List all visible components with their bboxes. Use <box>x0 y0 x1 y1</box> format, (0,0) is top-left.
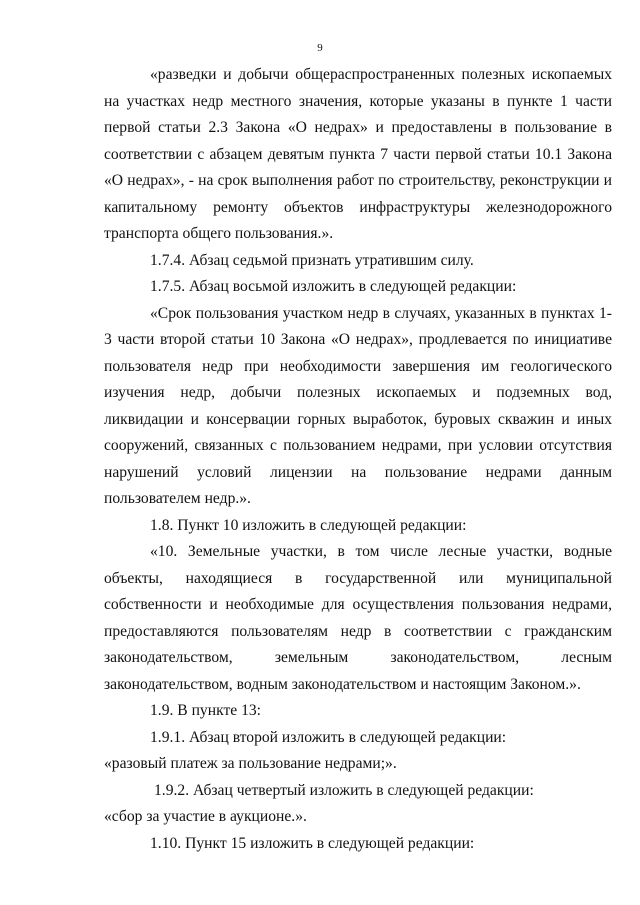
document-body <box>104 62 612 857</box>
paragraph-1-7-4: 1.7.4. Абзац седьмой признать утратившим силу. <box>150 251 474 269</box>
paragraph-1-7-5: 1.7.5. Абзац восьмой изложить в следующей редакции: <box>150 278 517 295</box>
paragraph-quote-payment: «разовый платеж за пользование недрами;». <box>104 755 397 772</box>
paragraph-1-8: 1.8. Пункт 10 изложить в следующей редакции: <box>150 516 467 534</box>
paragraph-quote-exploration: «разведки и добычи общераспространенных полезных ископаемых на участках недр местного значения, которые указаны в пункте 1 части первой статьи 2.3 Закона «О недрах» и предоставлены в пользование в соответствии с абзацем девятым пункта 7 части первой статьи 10.1 Закона «О недрах», - на срок выполнения работ по строительству, реконструкции и капитальному ремонту объектов инфраструктуры железнодорожного транспорта общего пользования.». <box>104 66 612 242</box>
paragraph-quote-term: «Срок пользования участком недр в случаях, указанных в пунктах 1-3 части второй статьи 10 Закона «О недрах», продлевается по инициативе пользователя недр при необходимости завершения им геологического изучения недр, добычи полезных ископаемых и подземных вод, ликвидации и консервации горных выработок, буровых скважин и иных сооружений, связанных с пользованием недрами, при условии отсутствия нарушений условий лицензии на пользование недрами данным пользователем недр.». <box>104 304 612 507</box>
paragraph-1-9: 1.9. В пункте 13: <box>150 702 262 719</box>
paragraph-quote-fee: «сбор за участие в аукционе.». <box>104 808 307 825</box>
page-number: 9 <box>317 42 323 54</box>
paragraph-1-9-2: 1.9.2. Абзац четвертый изложить в следующей редакции: <box>154 781 534 799</box>
paragraph-quote-land: «10. Земельные участки, в том числе лесные участки, водные объекты, находящиеся в государственной или муниципальной собственности и необходимые для осуществления пользования недрами, предоставляются пользователям недр в соответствии с гражданским законодательством, земельным законодательством, лесным законодательством, водным законодательством и настоящим Законом.». <box>104 543 612 693</box>
paragraph-1-10: 1.10. Пункт 15 изложить в следующей редакции: <box>150 834 475 852</box>
paragraph-1-9-1: 1.9.1. Абзац второй изложить в следующей редакции: <box>150 728 507 746</box>
